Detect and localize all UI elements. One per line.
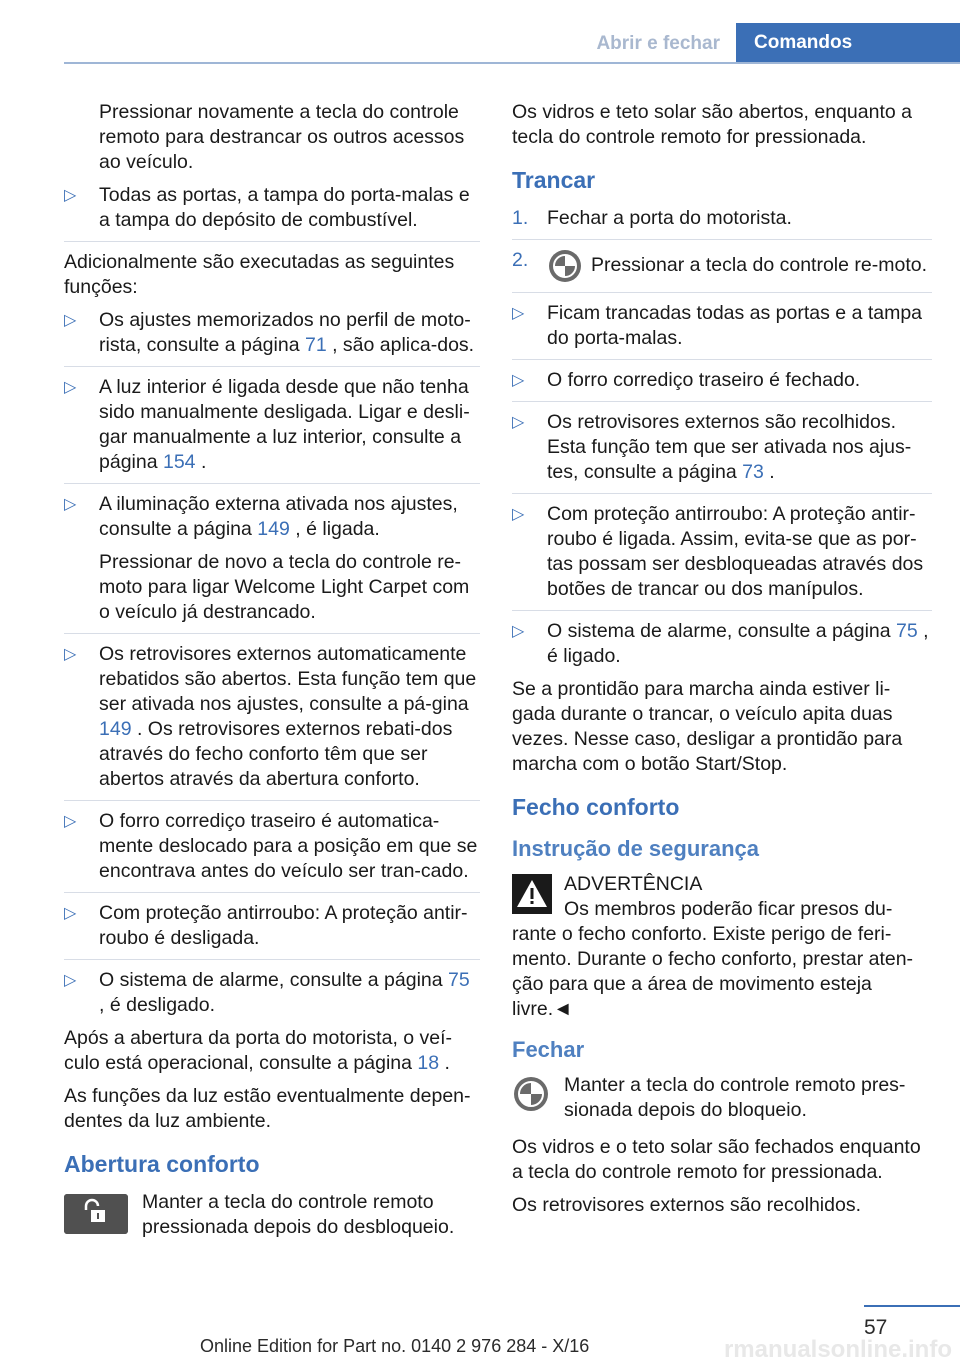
header-rule xyxy=(64,62,960,64)
page-number: 57 xyxy=(864,1316,888,1339)
heading-lock: Trancar xyxy=(512,167,596,193)
page-link-18[interactable]: 18 xyxy=(417,1052,440,1074)
page-link-154[interactable]: 154 xyxy=(162,451,196,473)
additional-text: Adicionalmente são executadas as seguintes funções: xyxy=(64,251,455,298)
bullet-triangle-icon: ▷ xyxy=(512,506,525,523)
mirrors-fold-text: Os retrovisores externos são recolhidos. xyxy=(512,1194,861,1216)
page-link-71[interactable]: 71 xyxy=(304,334,327,356)
heading-comfort-open: Abertura conforto xyxy=(64,1151,260,1177)
watermark: rmanualsonline.info xyxy=(723,1336,952,1363)
list-item: ▷ Com proteção antirroubo: A proteção antir-roubo é ligada. Assim, evita-se que as por-tas possam ser desbloqueadas através dos botões de trancar ou dos manípulos. xyxy=(512,502,932,611)
windows-open-text: Os vidros e teto solar são abertos, enquanto a tecla do controle remoto for pressionada. xyxy=(512,101,912,148)
warning-title: ADVERTÊNCIA xyxy=(564,873,703,895)
light-functions-text: As funções da luz estão eventualmente depen-dentes da luz ambiente. xyxy=(64,1085,471,1132)
key-fob-button-icon xyxy=(512,1075,550,1113)
list-item: ▷ Os ajustes memorizados no perfil de moto-rista, consulte a página 71 , são aplica-dos. xyxy=(64,308,480,367)
edition-text: Online Edition for Part no. 0140 2 976 284 - X/16 xyxy=(200,1336,590,1356)
list-item: ▷ O sistema de alarme, consulte a página 75 , é ligado. xyxy=(512,620,929,667)
list-item: ▷ A iluminação externa ativada nos ajustes, consulte a página 149 , é ligada. Pressionar de novo a tecla do controle re-moto para ligar Welcome Light Carpet com o veículo já destrancado. xyxy=(64,492,480,634)
page-header xyxy=(0,0,960,64)
tab-comandos[interactable]: Comandos xyxy=(736,23,960,62)
step-number: 1. xyxy=(512,207,529,229)
bullet-triangle-icon: ▷ xyxy=(64,646,77,663)
bullet-triangle-icon: ▷ xyxy=(64,905,77,922)
list-item: ▷ O sistema de alarme, consulte a página 75 , é desligado. xyxy=(64,969,470,1016)
after-opening-text: Após a abertura da porta do motorista, o veí-culo está operacional, consulte a página 18 . xyxy=(64,1027,453,1074)
list-item: ▷ Todas as portas, a tampa do porta-malas e a tampa do depósito de combustível. xyxy=(64,183,480,242)
warning-block xyxy=(512,872,932,1022)
heading-close: Fechar xyxy=(512,1037,585,1062)
bullet-triangle-icon: ▷ xyxy=(64,496,77,513)
list-item: ▷ Com proteção antirroubo: A proteção antir-roubo é desligada. xyxy=(64,901,480,960)
bullet-triangle-icon: ▷ xyxy=(512,305,525,322)
list-item: ▷ Ficam trancadas todas as portas e a tampa do porta-malas. xyxy=(512,301,932,360)
press-again-text: Pressionar novamente a tecla do controle remoto para destrancar os outros acessos ao veículo. xyxy=(99,101,465,173)
key-fob-button-icon xyxy=(547,248,583,284)
bullet-triangle-icon: ▷ xyxy=(64,972,77,989)
list-item: ▷ Os retrovisores externos automaticamente rebatidos são abertos. Esta função tem que ser ativada nos ajustes, consulte a pá-gina 149 . Os retrovisores externos rebati-dos através do fecho conforto têm que ser abertos através da abertura conforto. xyxy=(64,642,480,801)
page-link-149[interactable]: 149 xyxy=(99,718,132,740)
unlock-icon xyxy=(64,1194,128,1234)
heading-comfort-close: Fecho conforto xyxy=(512,794,680,820)
list-item: ▷ A luz interior é ligada desde que não tenha sido manualmente desligada. Ligar e desli-gar manualmente a luz interior, consulte a página 154 . xyxy=(64,375,480,484)
bullet-triangle-icon: ▷ xyxy=(512,623,525,640)
bullet-triangle-icon: ▷ xyxy=(64,312,77,329)
bullet-triangle-icon: ▷ xyxy=(64,187,77,204)
list-item: ▷ Os retrovisores externos são recolhidos. Esta função tem que ser ativada nos ajus-tes, consulte a página 73 . xyxy=(512,410,932,494)
comfort-open-row xyxy=(64,1190,480,1240)
page-link-75[interactable]: 75 xyxy=(896,620,918,642)
list-item: ▷ O forro corrediço traseiro é automatica-mente deslocado para a posição em que se encontrava antes do veículo ser tran-cado. xyxy=(64,809,480,893)
left-column xyxy=(64,100,480,1248)
right-column xyxy=(512,100,932,1226)
close-row xyxy=(512,1073,932,1123)
step-item: 2. Pressionar a tecla do controle re-moto. xyxy=(512,248,932,293)
welcome-light-text: Pressionar de novo a tecla do controle re-moto para ligar Welcome Light Carpet com o veículo já destrancado. xyxy=(99,551,470,623)
page-link-73[interactable]: 73 xyxy=(742,461,764,483)
step-number: 2. xyxy=(512,249,529,271)
comfort-open-text: Manter a tecla do controle remoto pressionada depois do desbloqueio. xyxy=(142,1191,455,1238)
footer-rule xyxy=(864,1305,960,1307)
close-text: Manter a tecla do controle remoto pres-sionada depois do bloqueio. xyxy=(564,1074,906,1121)
tab-abrir-e-fechar[interactable]: Abrir e fechar xyxy=(596,33,720,54)
windows-close-text: Os vidros e o teto solar são fechados enquanto a tecla do controle remoto for pressionada. xyxy=(512,1136,921,1183)
bullet-triangle-icon: ▷ xyxy=(64,379,77,396)
bullet-triangle-icon: ▷ xyxy=(512,372,525,389)
warning-text: Os membros poderão ficar presos du-rante o fecho conforto. Existe perigo de feri-mento. Durante o fecho conforto, prestar aten-ção para que a área de movimento esteja livre.◄ xyxy=(512,898,914,1020)
bullet-triangle-icon: ▷ xyxy=(64,813,77,830)
step-item: 1. Fechar a porta do motorista. xyxy=(512,206,932,240)
warning-icon xyxy=(512,874,552,914)
page-link-149[interactable]: 149 xyxy=(257,518,290,540)
heading-safety: Instrução de segurança xyxy=(512,836,759,861)
ready-text: Se a prontidão para marcha ainda estiver li-gada durante o trancar, o veículo apita duas vezes. Nesse caso, desligar a prontidão para marcha com o botão Start/Stop. xyxy=(512,678,903,775)
list-item: ▷ O forro corrediço traseiro é fechado. xyxy=(512,368,932,402)
bullet-triangle-icon: ▷ xyxy=(512,414,525,431)
page-link-75[interactable]: 75 xyxy=(448,969,470,991)
